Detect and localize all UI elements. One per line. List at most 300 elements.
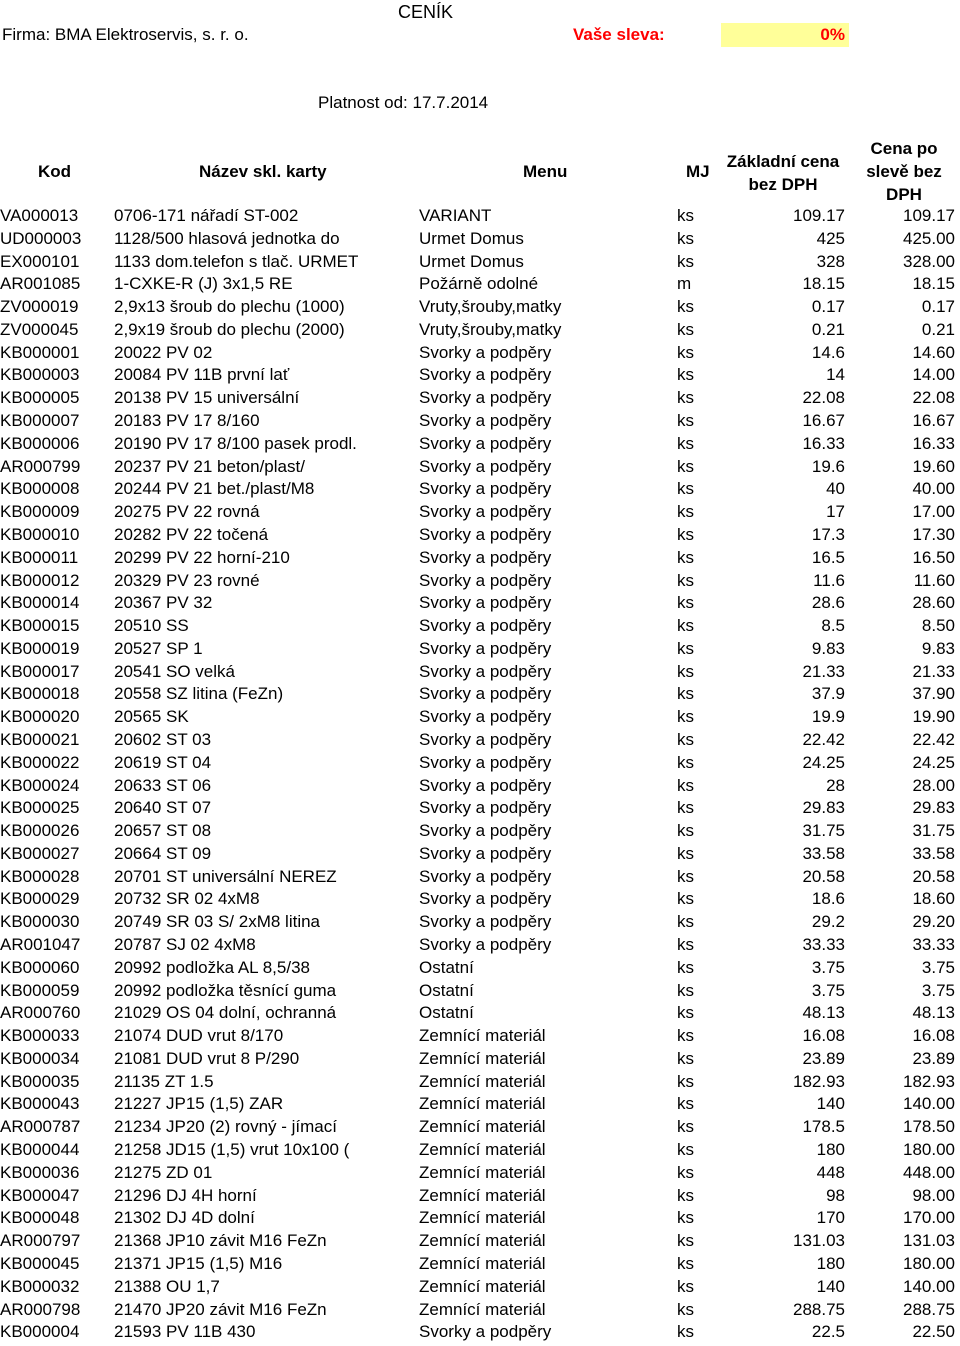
table-row (0, 775, 955, 798)
table-row (0, 1048, 955, 1071)
cell-mj: ks (677, 1048, 694, 1068)
cell-nazev: 20527 SP 1 (114, 638, 203, 658)
column-header-nazev: Název skl. karty (199, 162, 327, 181)
cell-cena-po-sleve: 22.42 (912, 729, 955, 749)
cell-cena-po-sleve: 425.00 (903, 228, 955, 248)
cell-cena-po-sleve: 28.60 (912, 593, 955, 613)
cell-kod: KB000012 (0, 570, 80, 590)
cell-zakladni-cena: 17 (826, 502, 845, 522)
cell-zakladni-cena: 448 (816, 1162, 845, 1182)
column-header-cena-po-sleve: Cena po slevě bez DPH (866, 139, 942, 204)
cell-zakladni-cena: 22.5 (811, 1322, 845, 1342)
cell-kod: EX000101 (0, 251, 80, 271)
cell-zakladni-cena: 0.17 (811, 297, 845, 317)
cell-cena-po-sleve: 328.00 (903, 251, 955, 271)
table-row (0, 1230, 955, 1253)
table-row (0, 1299, 955, 1322)
cell-menu: Svorky a podpěry (419, 433, 552, 453)
cell-mj: ks (677, 638, 694, 658)
cell-nazev: 21302 DJ 4D dolní (114, 1208, 255, 1228)
price-table-body (0, 205, 955, 1344)
cell-cena-po-sleve: 22.50 (912, 1322, 955, 1342)
cell-zakladni-cena: 28.6 (811, 593, 845, 613)
table-row (0, 524, 955, 547)
cell-mj: ks (677, 798, 694, 818)
cell-kod: KB000032 (0, 1276, 80, 1296)
cell-cena-po-sleve: 16.33 (912, 433, 955, 453)
cell-zakladni-cena: 140 (816, 1094, 845, 1114)
cell-zakladni-cena: 14.6 (811, 342, 845, 362)
table-row (0, 1071, 955, 1094)
cell-kod: KB000014 (0, 593, 80, 613)
column-header-menu: Menu (523, 162, 568, 181)
cell-mj: ks (677, 866, 694, 886)
cell-kod: KB000048 (0, 1208, 80, 1228)
cell-zakladni-cena: 328 (816, 251, 845, 271)
cell-mj: ks (677, 957, 694, 977)
table-row (0, 615, 955, 638)
cell-cena-po-sleve: 9.83 (921, 638, 955, 658)
cell-menu: Ostatní (419, 980, 474, 1000)
cell-menu: Svorky a podpěry (419, 684, 552, 704)
cell-zakladni-cena: 9.83 (811, 638, 845, 658)
cell-zakladni-cena: 28 (826, 775, 845, 795)
table-row (0, 797, 955, 820)
cell-nazev: 21029 OS 04 dolní, ochranná (114, 1003, 337, 1023)
cell-menu: Zemnící materiál (419, 1299, 546, 1319)
cell-nazev: 1133 dom.telefon s tlač. URMET (114, 251, 359, 271)
cell-nazev: 1-CXKE-R (J) 3x1,5 RE (114, 274, 293, 294)
cell-cena-po-sleve: 18.15 (912, 274, 955, 294)
cell-nazev: 20510 SS (114, 616, 189, 636)
cell-kod: KB000060 (0, 957, 80, 977)
cell-kod: AR000787 (0, 1117, 81, 1137)
cell-nazev: 21470 JP20 závit M16 FeZn (114, 1299, 327, 1319)
cell-menu: Zemnící materiál (419, 1208, 546, 1228)
cell-menu: Svorky a podpěry (419, 752, 552, 772)
cell-mj: ks (677, 479, 694, 499)
table-row (0, 456, 955, 479)
table-row (0, 501, 955, 524)
cell-kod: KB000008 (0, 479, 80, 499)
cell-kod: KB000027 (0, 843, 80, 863)
cell-menu: Urmet Domus (419, 228, 524, 248)
cell-menu: Svorky a podpěry (419, 547, 552, 567)
cell-zakladni-cena: 48.13 (802, 1003, 845, 1023)
cell-cena-po-sleve: 98.00 (912, 1185, 955, 1205)
cell-kod: KB000047 (0, 1185, 80, 1205)
cell-mj: ks (677, 843, 694, 863)
cell-kod: AR001085 (0, 274, 81, 294)
table-row (0, 866, 955, 889)
cell-mj: ks (677, 980, 694, 1000)
cell-mj: ks (677, 1094, 694, 1114)
table-row (0, 273, 955, 296)
cell-mj: ks (677, 616, 694, 636)
cell-zakladni-cena: 16.5 (811, 547, 845, 567)
cell-cena-po-sleve: 14.60 (912, 342, 955, 362)
cell-kod: AR000797 (0, 1231, 81, 1251)
column-header-mj: MJ (686, 162, 710, 181)
cell-kod: KB000019 (0, 638, 80, 658)
table-row (0, 364, 955, 387)
cell-kod: KB000004 (0, 1322, 80, 1342)
cell-cena-po-sleve: 24.25 (912, 752, 955, 772)
cell-zakladni-cena: 425 (816, 228, 845, 248)
cell-kod: KB000034 (0, 1048, 80, 1068)
cell-menu: Zemnící materiál (419, 1048, 546, 1068)
table-row (0, 706, 955, 729)
cell-cena-po-sleve: 14.00 (912, 365, 955, 385)
cell-cena-po-sleve: 182.93 (903, 1071, 955, 1091)
cell-mj: ks (677, 411, 694, 431)
cell-mj: ks (677, 570, 694, 590)
cell-nazev: 20237 PV 21 beton/plast/ (114, 456, 305, 476)
cell-mj: m (677, 274, 692, 294)
table-row (0, 980, 955, 1003)
cell-nazev: 21081 DUD vrut 8 P/290 (114, 1048, 300, 1068)
cell-nazev: 20244 PV 21 bet./plast/M8 (114, 479, 315, 499)
cell-kod: AR000799 (0, 456, 81, 476)
cell-zakladni-cena: 8.5 (821, 616, 845, 636)
cell-kod: KB000001 (0, 342, 80, 362)
cell-nazev: 20787 SJ 02 4xM8 (114, 935, 256, 954)
cell-menu: Vruty,šrouby,matky (419, 319, 562, 339)
cell-cena-po-sleve: 8.50 (921, 616, 955, 636)
cell-menu: Zemnící materiál (419, 1253, 546, 1273)
cell-zakladni-cena: 16.33 (802, 433, 845, 453)
cell-nazev: 20565 SK (114, 707, 189, 727)
cell-cena-po-sleve: 178.50 (903, 1117, 955, 1137)
cell-menu: Svorky a podpěry (419, 388, 552, 408)
table-row (0, 547, 955, 570)
table-row (0, 251, 955, 274)
cell-menu: Požárně odolné (419, 274, 539, 294)
cell-menu: Zemnící materiál (419, 1117, 546, 1137)
column-header-kod: Kod (38, 162, 72, 181)
cell-menu: Svorky a podpěry (419, 342, 552, 362)
cell-zakladni-cena: 180 (816, 1253, 845, 1273)
cell-menu: Svorky a podpěry (419, 821, 552, 841)
cell-cena-po-sleve: 18.60 (912, 889, 955, 909)
cell-kod: KB000028 (0, 866, 80, 886)
cell-kod: KB000036 (0, 1162, 80, 1182)
cell-zakladni-cena: 20.58 (802, 866, 845, 886)
cell-cena-po-sleve: 3.75 (921, 957, 955, 977)
cell-kod: KB000009 (0, 502, 80, 522)
cell-nazev: 20749 SR 03 S/ 2xM8 litina (114, 912, 321, 932)
cell-zakladni-cena: 98 (826, 1185, 845, 1205)
cell-nazev: 21135 ZT 1.5 (114, 1071, 214, 1091)
cell-kod: ZV000045 (0, 319, 79, 339)
cell-cena-po-sleve: 17.00 (912, 502, 955, 522)
cell-zakladni-cena: 3.75 (811, 957, 845, 977)
cell-zakladni-cena: 178.5 (802, 1117, 845, 1137)
cell-zakladni-cena: 33.58 (802, 843, 845, 863)
cell-cena-po-sleve: 170.00 (903, 1208, 955, 1228)
cell-kod: KB000043 (0, 1094, 80, 1114)
cell-cena-po-sleve: 19.90 (912, 707, 955, 727)
cell-nazev: 2,9x13 šroub do plechu (1000) (114, 297, 345, 317)
cell-cena-po-sleve: 31.75 (912, 821, 955, 841)
table-row (0, 570, 955, 593)
table-row (0, 319, 955, 342)
cell-nazev: 0706-171 nářadí ST-002 (114, 206, 299, 225)
cell-kod: KB000029 (0, 889, 80, 909)
cell-mj: ks (677, 775, 694, 795)
cell-menu: VARIANT (419, 206, 492, 225)
table-row (0, 205, 955, 228)
cell-nazev: 20282 PV 22 točená (114, 524, 269, 544)
cell-nazev: 21234 JP20 (2) rovný - jímací (114, 1117, 337, 1137)
table-row (0, 387, 955, 410)
cell-zakladni-cena: 140 (816, 1276, 845, 1296)
cell-kod: AR000760 (0, 1003, 81, 1023)
cell-menu: Zemnící materiál (419, 1026, 546, 1046)
cell-kod: KB000011 (0, 547, 79, 567)
table-row (0, 1253, 955, 1276)
table-row (0, 1002, 955, 1025)
cell-nazev: 21296 DJ 4H horní (114, 1185, 257, 1205)
cell-mj: ks (677, 297, 694, 317)
cell-menu: Svorky a podpěry (419, 866, 552, 886)
table-row (0, 228, 955, 251)
cell-menu: Zemnící materiál (419, 1185, 546, 1205)
cell-zakladni-cena: 37.9 (811, 684, 845, 704)
cell-nazev: 21275 ZD 01 (114, 1162, 213, 1182)
cell-cena-po-sleve: 16.50 (912, 547, 955, 567)
cell-zakladni-cena: 21.33 (802, 661, 845, 681)
cell-menu: Svorky a podpěry (419, 729, 552, 749)
cell-nazev: 20299 PV 22 horní-210 (114, 547, 290, 567)
cell-nazev: 20732 SR 02 4xM8 (114, 889, 260, 909)
cell-nazev: 2,9x19 šroub do plechu (2000) (114, 319, 345, 339)
cell-nazev: 20329 PV 23 rovné (114, 570, 260, 590)
table-row (0, 729, 955, 752)
cell-cena-po-sleve: 140.00 (903, 1276, 955, 1296)
cell-mj: ks (677, 1071, 694, 1091)
cell-menu: Zemnící materiál (419, 1094, 546, 1114)
cell-nazev: 20367 PV 32 (114, 593, 213, 613)
cell-nazev: 20541 SO velká (114, 661, 235, 681)
cell-zakladni-cena: 29.2 (811, 912, 845, 932)
cell-kod: KB000026 (0, 821, 80, 841)
table-row (0, 752, 955, 775)
table-row (0, 683, 955, 706)
cell-mj: ks (677, 707, 694, 727)
table-row (0, 410, 955, 433)
cell-mj: ks (677, 1322, 694, 1342)
cell-nazev: 20992 podložka těsnící guma (114, 980, 337, 1000)
cell-menu: Urmet Domus (419, 251, 524, 271)
cell-mj: ks (677, 1003, 694, 1023)
cell-nazev: 20657 ST 08 (114, 821, 212, 841)
cell-kod: KB000020 (0, 707, 80, 727)
cell-cena-po-sleve: 19.60 (912, 456, 955, 476)
cell-nazev: 20183 PV 17 8/160 (114, 411, 260, 431)
cell-menu: Vruty,šrouby,matky (419, 297, 562, 317)
firm-name: Firma: BMA Elektroservis, s. r. o. (2, 25, 249, 44)
cell-cena-po-sleve: 33.33 (912, 935, 955, 954)
table-row (0, 888, 955, 911)
cell-cena-po-sleve: 40.00 (912, 479, 955, 499)
cell-kod: KB000005 (0, 388, 80, 408)
cell-mj: ks (677, 1299, 694, 1319)
cell-nazev: 20558 SZ litina (FeZn) (114, 684, 284, 704)
cell-cena-po-sleve: 3.75 (921, 980, 955, 1000)
cell-zakladni-cena: 40 (826, 479, 845, 499)
cell-zakladni-cena: 16.08 (802, 1026, 845, 1046)
cell-cena-po-sleve: 37.90 (912, 684, 955, 704)
cell-nazev: 21388 OU 1,7 (114, 1276, 220, 1296)
cell-zakladni-cena: 29.83 (802, 798, 845, 818)
cell-mj: ks (677, 1162, 694, 1182)
cell-zakladni-cena: 22.08 (802, 388, 845, 408)
cell-cena-po-sleve: 29.20 (912, 912, 955, 932)
cell-kod: KB000003 (0, 365, 80, 385)
cell-cena-po-sleve: 140.00 (903, 1094, 955, 1114)
cell-zakladni-cena: 24.25 (802, 752, 845, 772)
cell-nazev: 20138 PV 15 universální (114, 388, 300, 408)
table-row (0, 433, 955, 456)
cell-menu: Svorky a podpěry (419, 1322, 552, 1342)
cell-nazev: 21074 DUD vrut 8/170 (114, 1026, 284, 1046)
cell-zakladni-cena: 0.21 (811, 319, 845, 339)
cell-zakladni-cena: 14 (826, 365, 845, 385)
cell-kod: KB000030 (0, 912, 80, 932)
cell-mj: ks (677, 206, 694, 225)
cell-menu: Zemnící materiál (419, 1140, 546, 1160)
cell-cena-po-sleve: 20.58 (912, 866, 955, 886)
cell-kod: KB000006 (0, 433, 80, 453)
table-row (0, 957, 955, 980)
cell-nazev: 20701 ST universální NEREZ (114, 866, 337, 886)
cell-nazev: 20602 ST 03 (114, 729, 212, 749)
cell-mj: ks (677, 1253, 694, 1273)
cell-menu: Svorky a podpěry (419, 638, 552, 658)
cell-cena-po-sleve: 180.00 (903, 1253, 955, 1273)
cell-zakladni-cena: 3.75 (811, 980, 845, 1000)
cell-nazev: 20022 PV 02 (114, 342, 213, 362)
cell-kod: KB000024 (0, 775, 80, 795)
cell-cena-po-sleve: 0.17 (921, 297, 955, 317)
table-row (0, 911, 955, 934)
cell-mj: ks (677, 593, 694, 613)
cell-menu: Zemnící materiál (419, 1162, 546, 1182)
cell-nazev: 20275 PV 22 rovná (114, 502, 260, 522)
table-row (0, 592, 955, 615)
table-row (0, 296, 955, 319)
table-row (0, 934, 955, 957)
cell-nazev: 20992 podložka AL 8,5/38 (114, 957, 310, 977)
table-row (0, 638, 955, 661)
cell-menu: Svorky a podpěry (419, 593, 552, 613)
cell-kod: KB000018 (0, 684, 80, 704)
cell-zakladni-cena: 11.6 (813, 570, 845, 590)
cell-zakladni-cena: 22.42 (802, 729, 845, 749)
cell-kod: KB000045 (0, 1253, 80, 1273)
cell-menu: Svorky a podpěry (419, 798, 552, 818)
cell-cena-po-sleve: 131.03 (903, 1231, 955, 1251)
cell-mj: ks (677, 684, 694, 704)
cell-cena-po-sleve: 448.00 (903, 1162, 955, 1182)
cell-mj: ks (677, 342, 694, 362)
cell-nazev: 20619 ST 04 (114, 752, 212, 772)
cell-kod: VA000013 (0, 206, 79, 225)
cell-nazev: 20664 ST 09 (114, 843, 212, 863)
discount-label: Vaše sleva: (573, 25, 665, 44)
cell-mj: ks (677, 251, 694, 271)
table-row (0, 1185, 955, 1208)
discount-value: 0% (820, 25, 845, 44)
cell-kod: KB000025 (0, 798, 80, 818)
cell-cena-po-sleve: 21.33 (912, 661, 955, 681)
cell-zakladni-cena: 19.6 (811, 456, 845, 476)
cell-mj: ks (677, 1026, 694, 1046)
page-title: CENÍK (398, 2, 454, 22)
table-row (0, 1139, 955, 1162)
cell-zakladni-cena: 180 (816, 1140, 845, 1160)
cell-mj: ks (677, 935, 694, 954)
cell-menu: Svorky a podpěry (419, 479, 552, 499)
cell-kod: KB000033 (0, 1026, 80, 1046)
cell-menu: Svorky a podpěry (419, 502, 552, 522)
table-row (0, 342, 955, 365)
valid-from: Platnost od: 17.7.2014 (318, 93, 489, 112)
cell-mj: ks (677, 752, 694, 772)
cell-nazev: 20633 ST 06 (114, 775, 212, 795)
table-row (0, 1207, 955, 1230)
table-row (0, 1321, 955, 1344)
cell-nazev: 21258 JD15 (1,5) vrut 10x100 ( (114, 1140, 350, 1160)
cell-zakladni-cena: 288.75 (793, 1299, 845, 1319)
cell-menu: Svorky a podpěry (419, 365, 552, 385)
cell-menu: Zemnící materiál (419, 1276, 546, 1296)
table-row (0, 1025, 955, 1048)
cell-menu: Svorky a podpěry (419, 661, 552, 681)
cell-nazev: 21371 JP15 (1,5) M16 (114, 1253, 283, 1273)
cell-mj: ks (677, 524, 694, 544)
cell-kod: KB000007 (0, 411, 80, 431)
cell-mj: ks (677, 388, 694, 408)
cell-zakladni-cena: 33.33 (802, 935, 845, 954)
cell-nazev: 21368 JP10 závit M16 FeZn (114, 1231, 327, 1251)
cell-cena-po-sleve: 16.67 (912, 411, 955, 431)
cell-cena-po-sleve: 11.60 (913, 570, 955, 590)
table-row (0, 1276, 955, 1299)
cell-mj: ks (677, 228, 694, 248)
cell-zakladni-cena: 109.17 (793, 206, 845, 225)
cell-zakladni-cena: 23.89 (802, 1048, 845, 1068)
cell-mj: ks (677, 912, 694, 932)
table-row (0, 820, 955, 843)
cell-zakladni-cena: 131.03 (793, 1231, 845, 1251)
cell-kod: KB000021 (0, 729, 80, 749)
cell-zakladni-cena: 18.15 (802, 274, 845, 294)
cell-mj: ks (677, 456, 694, 476)
cell-zakladni-cena: 18.6 (811, 889, 845, 909)
cell-cena-po-sleve: 48.13 (912, 1003, 955, 1023)
cell-nazev: 20084 PV 11B první lať (114, 365, 290, 385)
cell-kod: ZV000019 (0, 297, 79, 317)
cell-kod: AR000798 (0, 1299, 81, 1319)
cell-mj: ks (677, 547, 694, 567)
cell-menu: Svorky a podpěry (419, 524, 552, 544)
cell-menu: Zemnící materiál (419, 1071, 546, 1091)
table-row (0, 843, 955, 866)
cell-cena-po-sleve: 23.89 (912, 1048, 955, 1068)
cell-mj: ks (677, 1208, 694, 1228)
